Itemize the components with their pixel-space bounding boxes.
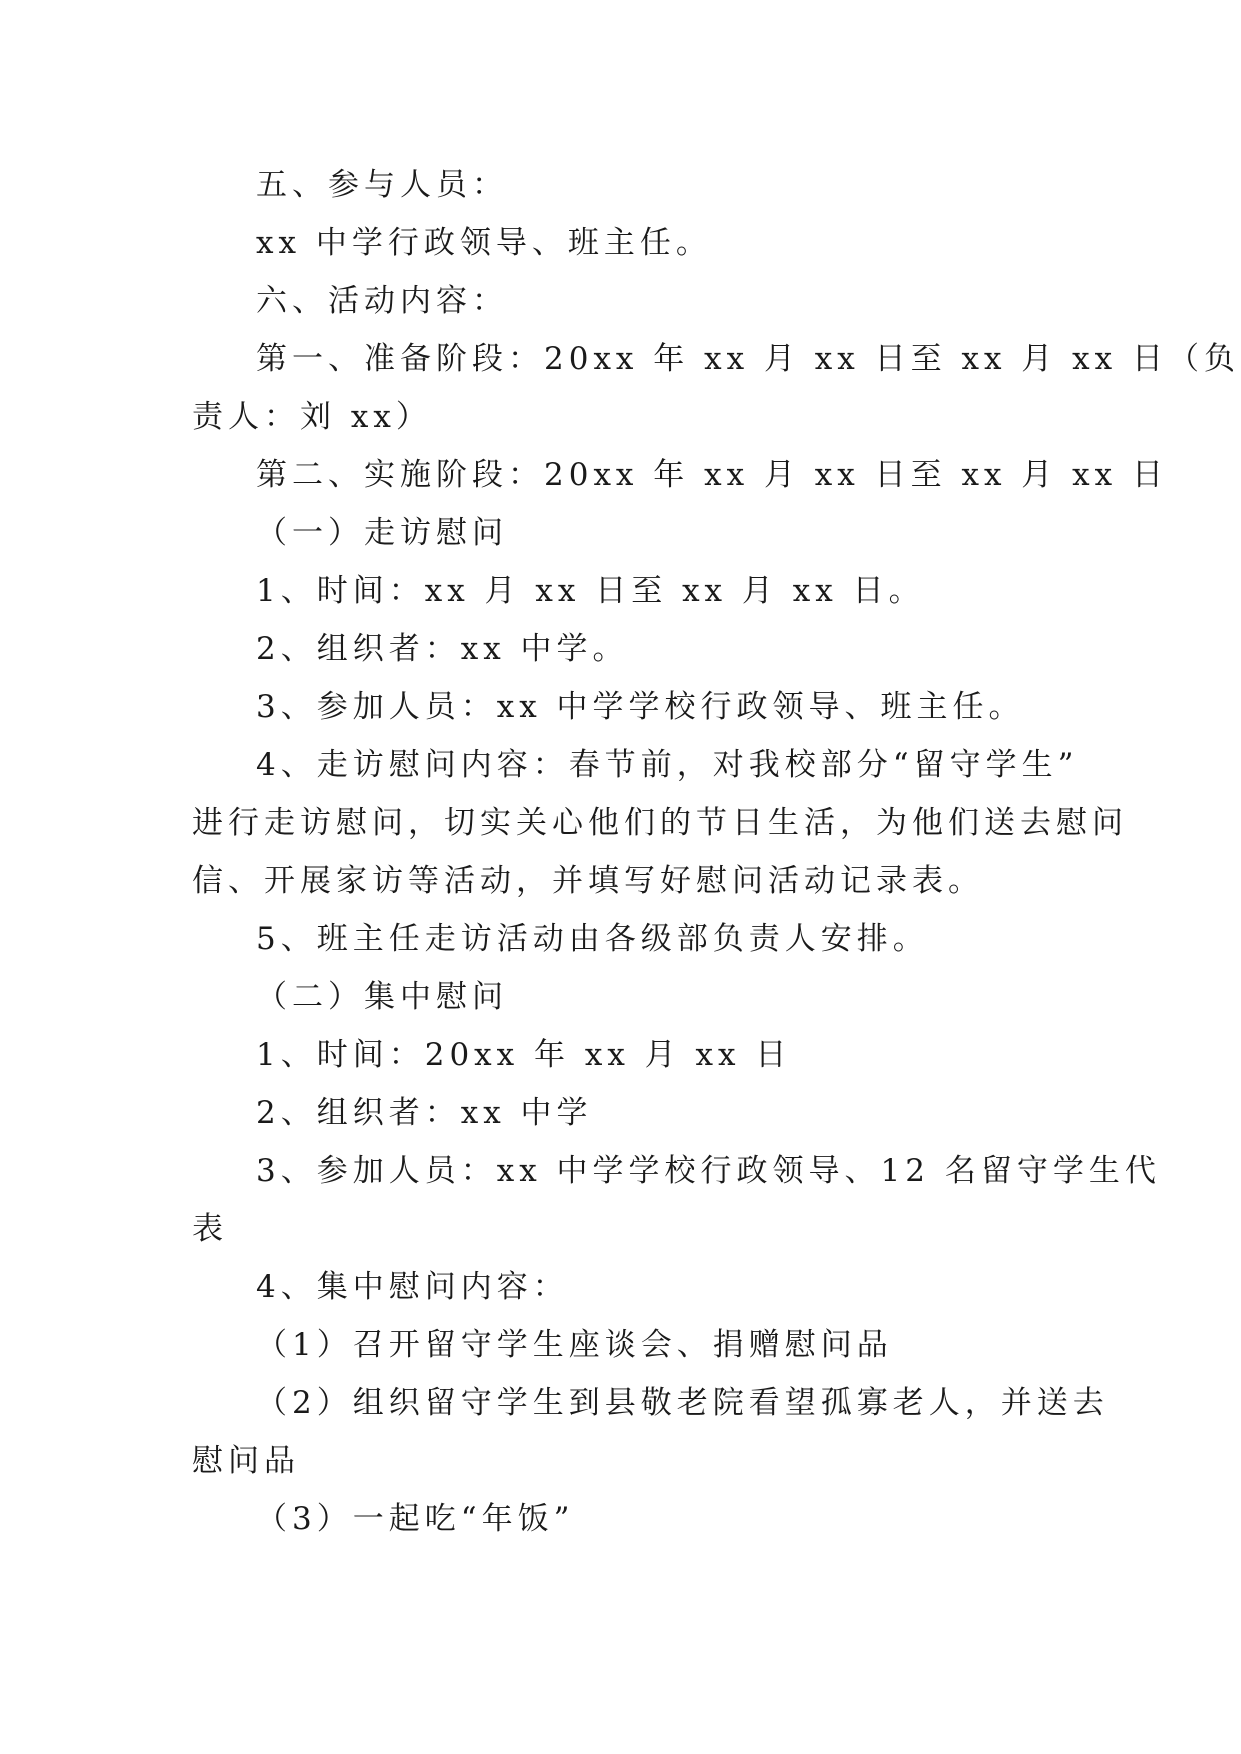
list-item: （3）一起吃“年饭”: [256, 1501, 575, 1537]
section-heading-activities: 六、活动内容：: [256, 283, 508, 319]
subsection-heading-visit: （一）走访慰问: [256, 515, 508, 551]
paragraph-line: 1、时间：xx 月 xx 日至 xx 月 xx 日。: [256, 573, 925, 609]
list-item: （1）召开留守学生座谈会、捐赠慰问品: [256, 1327, 893, 1363]
paragraph-line: 3、参加人员：xx 中学学校行政领导、班主任。: [256, 689, 1025, 725]
paragraph-line: 4、走访慰问内容：春节前，对我校部分“留守学生”: [256, 747, 1079, 783]
paragraph-line: xx 中学行政领导、班主任。: [256, 225, 712, 261]
list-item: （2）组织留守学生到县敬老院看望孤寡老人，并送去: [256, 1385, 1109, 1421]
paragraph-line: 1、时间：20xx 年 xx 月 xx 日: [256, 1037, 792, 1073]
paragraph-line: 慰问品: [192, 1443, 300, 1479]
paragraph-line: 3、参加人员：xx 中学学校行政领导、12 名留守学生代: [256, 1153, 1161, 1189]
paragraph-line: 4、集中慰问内容：: [256, 1269, 569, 1305]
paragraph-line: 进行走访慰问，切实关心他们的节日生活，为他们送去慰问: [192, 805, 1128, 841]
paragraph-line: 2、组织者：xx 中学。: [256, 631, 629, 667]
document-page: [192, 156, 1240, 1548]
subsection-heading-collective: （二）集中慰问: [256, 979, 508, 1015]
paragraph-line: 第二、实施阶段：20xx 年 xx 月 xx 日至 xx 月 xx 日: [256, 457, 1168, 493]
paragraph-line: 5、班主任走访活动由各级部负责人安排。: [256, 921, 929, 957]
paragraph-line: 责人：刘 xx）: [192, 399, 432, 435]
paragraph-line: 第一、准备阶段：20xx 年 xx 月 xx 日至 xx 月 xx 日（负: [256, 341, 1240, 377]
paragraph-line: 信、开展家访等活动，并填写好慰问活动记录表。: [192, 863, 984, 899]
paragraph-line: 表: [192, 1211, 228, 1247]
paragraph-line: 2、组织者：xx 中学: [256, 1095, 593, 1131]
section-heading-participants: 五、参与人员：: [256, 167, 508, 203]
